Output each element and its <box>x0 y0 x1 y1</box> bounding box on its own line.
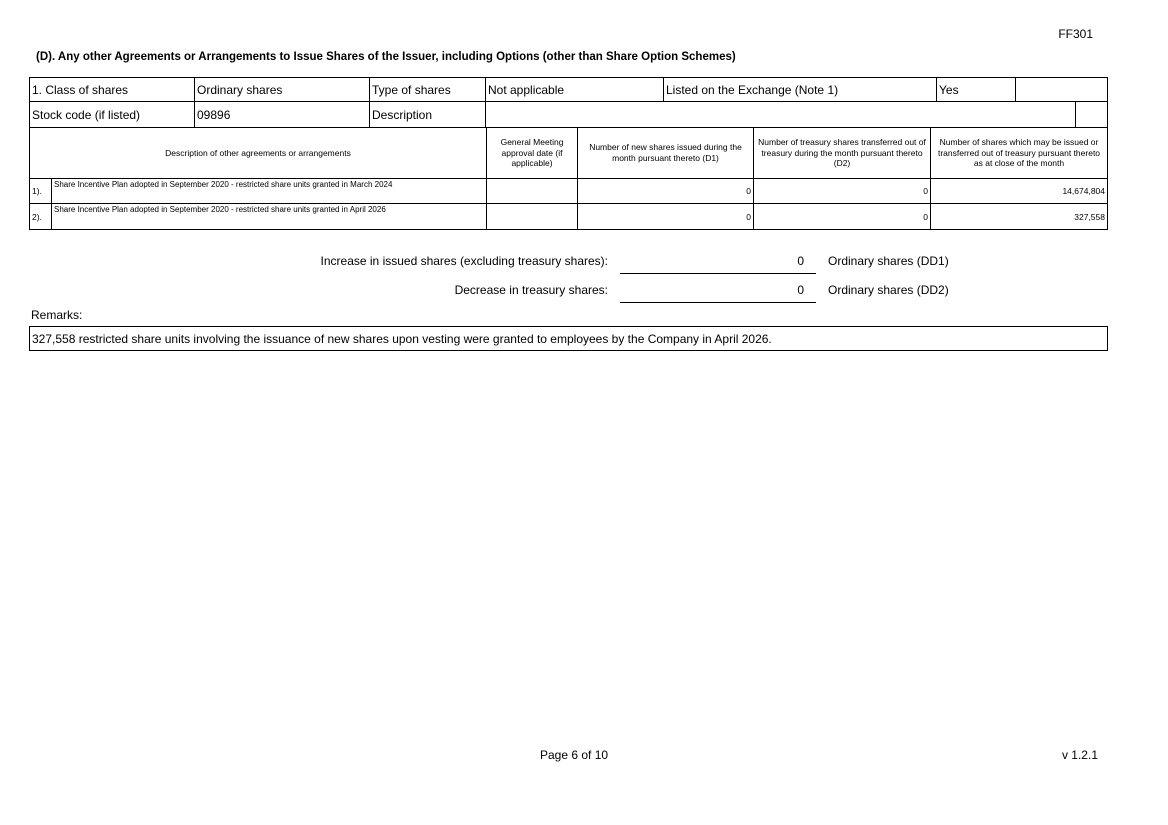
class-label: 1. Class of shares <box>30 78 195 101</box>
class-row <box>29 77 1108 102</box>
header-may-be-issued: Number of shares which may be issued or transferred out of treasury pursuant thereto as at close of the month <box>937 137 1101 169</box>
class-value: Ordinary shares <box>195 78 370 101</box>
table-row <box>29 178 1108 204</box>
row-description: Share Incentive Plan adopted in September 2020 - restricted share units granted in April 2026 <box>52 204 487 229</box>
type-label: Type of shares <box>370 78 486 101</box>
version: v 1.2.1 <box>1061 748 1098 762</box>
row-may-be-issued: 14,674,804 <box>1062 186 1105 196</box>
remarks-label: Remarks: <box>31 308 83 322</box>
row-treasury-transferred: 0 <box>754 204 931 229</box>
table-header-row <box>29 127 1108 179</box>
row-may-be-issued: 327,558 <box>1074 211 1105 222</box>
decrease-label: Decrease in treasury shares: <box>454 283 608 297</box>
stock-code-label: Stock code (if listed) <box>30 102 195 127</box>
description-blank <box>1076 102 1107 127</box>
form-code: FF301 <box>1058 27 1093 41</box>
header-treasury-transferred: Number of treasury shares transferred out of treasury during the month pursuant thereto (D2) <box>754 128 931 178</box>
header-description: Description of other agreements or arrangements <box>30 128 487 178</box>
increase-unit: Ordinary shares (DD1) <box>828 254 949 268</box>
listed-label: Listed on the Exchange (Note 1) <box>664 78 937 101</box>
decrease-unit: Ordinary shares (DD2) <box>828 283 949 297</box>
row-index: 2). <box>30 204 52 229</box>
listed-value: Yes <box>937 78 1016 101</box>
table-row <box>29 203 1108 230</box>
remarks-text: 327,558 restricted share units involving the issuance of new shares upon vesting were granted to employees by the Company in April 2026. <box>29 326 1108 351</box>
row-approval-date <box>487 204 578 229</box>
increase-label: Increase in issued shares (excluding treasury shares): <box>320 254 608 268</box>
section-title: (D). Any other Agreements or Arrangements to Issue Shares of the Issuer, including Options (other than Share Option Schemes) <box>36 51 736 63</box>
listed-blank <box>1016 78 1107 101</box>
description-label: Description <box>370 102 486 127</box>
increase-underline <box>620 273 816 274</box>
row-new-shares: 0 <box>578 204 754 229</box>
increase-value: 0 <box>797 254 804 268</box>
decrease-underline <box>620 302 816 303</box>
header-new-shares: Number of new shares issued during the month pursuant thereto (D1) <box>578 128 754 178</box>
row-description: Share Incentive Plan adopted in September 2020 - restricted share units granted in March 2024 <box>52 179 487 203</box>
description-value <box>486 102 1076 127</box>
row-index: 1). <box>30 179 52 203</box>
decrease-value: 0 <box>797 283 804 297</box>
type-value: Not applicable <box>486 78 664 101</box>
row-approval-date <box>487 179 578 203</box>
row-new-shares: 0 <box>578 179 754 203</box>
row-treasury-transferred: 0 <box>754 179 931 203</box>
stock-row <box>29 101 1108 128</box>
page-number: Page 6 of 10 <box>540 748 609 762</box>
stock-code-value: 09896 <box>195 102 370 127</box>
header-approval-date: General Meeting approval date (if applicable) <box>487 128 578 178</box>
